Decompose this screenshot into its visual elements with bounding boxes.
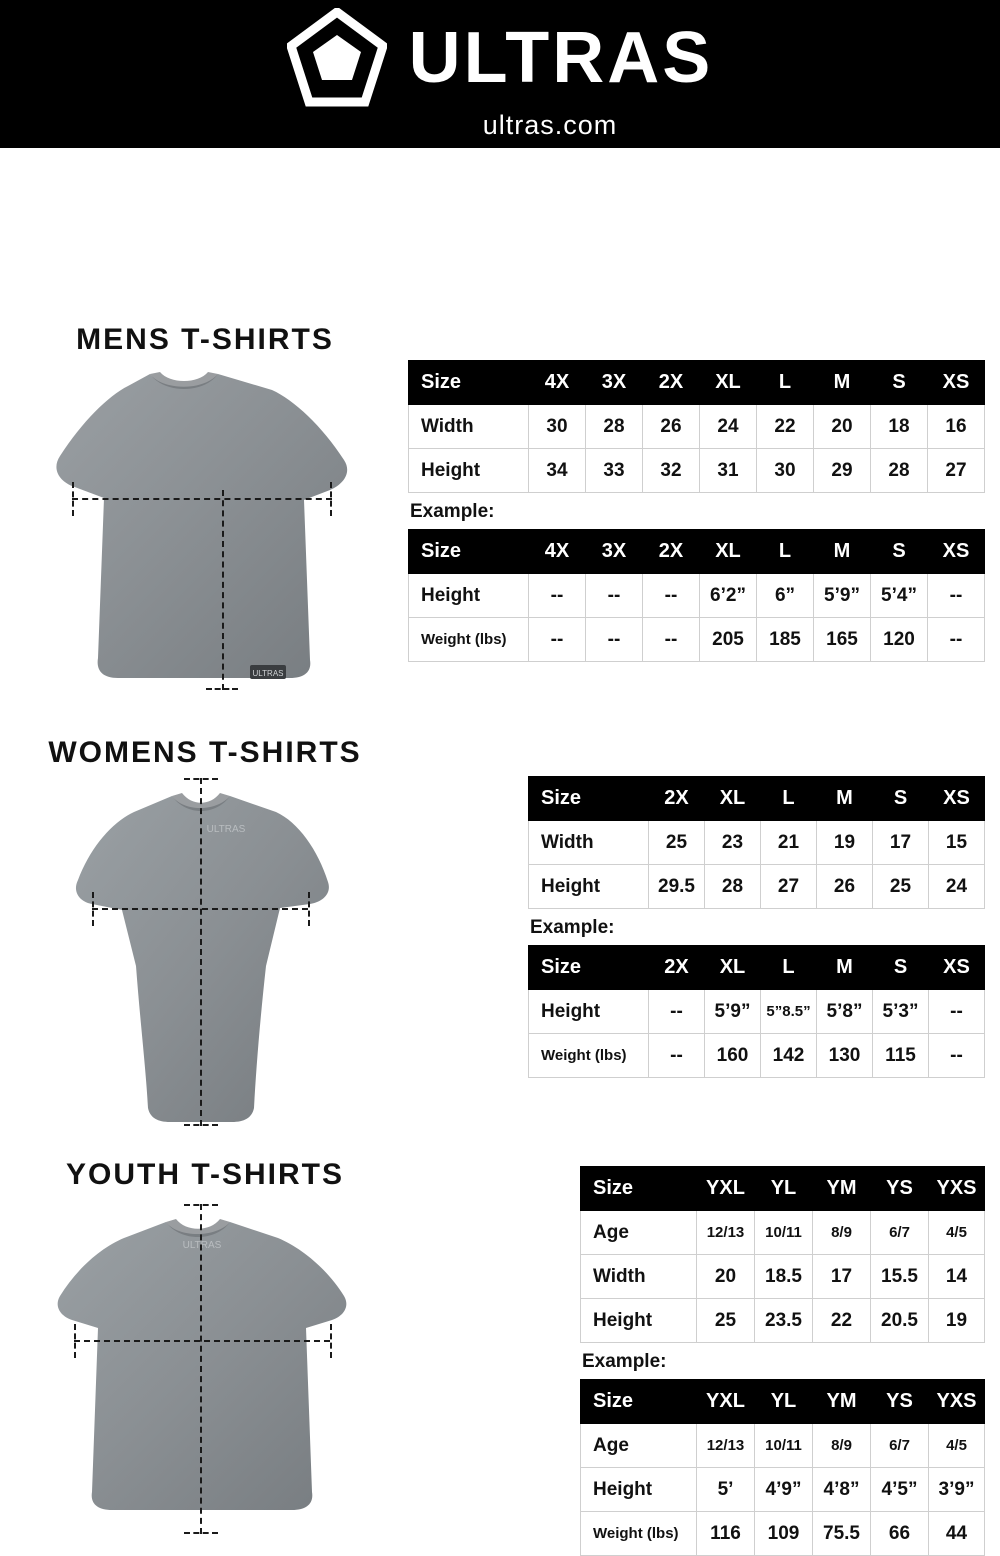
cell: 24: [929, 865, 985, 909]
cell: 28: [871, 449, 928, 493]
col-header: Size: [409, 530, 529, 574]
table-row: [529, 821, 985, 865]
cell: 8/9: [813, 1424, 871, 1468]
col-header: Size: [581, 1167, 697, 1211]
cell: 75.5: [813, 1512, 871, 1556]
cell: --: [529, 618, 586, 662]
cell: 4’5”: [871, 1468, 929, 1512]
cell: --: [586, 574, 643, 618]
cell: 4’9”: [755, 1468, 813, 1512]
col-header: XS: [928, 361, 985, 405]
col-header: YXL: [697, 1167, 755, 1211]
cell: 17: [873, 821, 929, 865]
table-header-row: [581, 1167, 985, 1211]
col-header: 2X: [649, 946, 705, 990]
cell: 25: [697, 1299, 755, 1343]
cell: --: [649, 1034, 705, 1078]
cell: 31: [700, 449, 757, 493]
height-guide-line: [200, 778, 202, 1126]
cell: 4/5: [929, 1211, 985, 1255]
col-header: XS: [928, 530, 985, 574]
brand-row: [287, 8, 714, 108]
col-header: S: [871, 361, 928, 405]
row-label: Height: [529, 990, 649, 1034]
height-guide-tick-bottom: [184, 1124, 218, 1126]
cell: 15.5: [871, 1255, 929, 1299]
cell: --: [586, 618, 643, 662]
womens-tshirt-illustration: [40, 770, 360, 1130]
cell: 6/7: [871, 1211, 929, 1255]
table-row: [581, 1299, 985, 1343]
cell: 12/13: [697, 1211, 755, 1255]
col-header: XL: [705, 777, 761, 821]
section-title-youth: YOUTH T-SHIRTS: [65, 1158, 344, 1191]
col-header: L: [757, 361, 814, 405]
height-guide-tick-bottom: [184, 1532, 218, 1534]
cell: 18.5: [755, 1255, 813, 1299]
cell: 32: [643, 449, 700, 493]
cell: 20: [697, 1255, 755, 1299]
cell: 22: [757, 405, 814, 449]
svg-text:ULTRAS: ULTRAS: [182, 1240, 222, 1251]
cell: 21: [761, 821, 817, 865]
cell: 5’8”: [817, 990, 873, 1034]
col-header: 4X: [529, 361, 586, 405]
cell: 185: [757, 618, 814, 662]
cell: 66: [871, 1512, 929, 1556]
cell: --: [643, 574, 700, 618]
col-header: L: [757, 530, 814, 574]
mens-size-table-wrap: [408, 360, 985, 662]
cell: 12/13: [697, 1424, 755, 1468]
cell: --: [928, 574, 985, 618]
col-header: M: [817, 777, 873, 821]
col-header: 2X: [649, 777, 705, 821]
cell: 115: [873, 1034, 929, 1078]
cell: 30: [529, 405, 586, 449]
col-header: 3X: [586, 361, 643, 405]
col-header: XL: [700, 361, 757, 405]
cell: --: [928, 618, 985, 662]
cell: 25: [873, 865, 929, 909]
cell: 15: [929, 821, 985, 865]
col-header: YS: [871, 1167, 929, 1211]
table-row: [581, 1512, 985, 1556]
col-header: Size: [529, 777, 649, 821]
example-label-youth: Example:: [582, 1351, 667, 1372]
col-header: YXS: [929, 1167, 985, 1211]
col-header: YS: [871, 1380, 929, 1424]
table-row: [409, 618, 985, 662]
womens-example-table: [528, 945, 985, 1078]
col-header: M: [817, 946, 873, 990]
cell: 5”8.5”: [761, 990, 817, 1034]
row-label: Height: [409, 574, 529, 618]
cell: 116: [697, 1512, 755, 1556]
col-header: 4X: [529, 530, 586, 574]
pentagon-logo-icon: [287, 8, 387, 108]
width-guide-tick-left: [92, 892, 94, 926]
col-header: S: [873, 777, 929, 821]
cell: 5’9”: [814, 574, 871, 618]
table-row: [409, 574, 985, 618]
cell: 33: [586, 449, 643, 493]
cell: 4/5: [929, 1424, 985, 1468]
table-row: [529, 990, 985, 1034]
cell: 19: [817, 821, 873, 865]
row-label: Width: [409, 405, 529, 449]
row-label: Height: [409, 449, 529, 493]
cell: 14: [929, 1255, 985, 1299]
section-title-mens: MENS T-SHIRTS: [76, 323, 334, 356]
cell: 20: [814, 405, 871, 449]
row-label: Weight (lbs): [581, 1512, 697, 1556]
height-guide-line: [200, 1204, 202, 1534]
col-header: XS: [929, 777, 985, 821]
row-label: Height: [581, 1299, 697, 1343]
cell: 30: [757, 449, 814, 493]
youth-size-table: [580, 1166, 985, 1343]
col-header: Size: [409, 361, 529, 405]
table-row: [529, 865, 985, 909]
table-header-row: [529, 777, 985, 821]
col-header: XS: [929, 946, 985, 990]
cell: --: [649, 990, 705, 1034]
width-guide-tick-right: [330, 1324, 332, 1358]
col-header: YL: [755, 1167, 813, 1211]
col-header: XL: [700, 530, 757, 574]
table-row: [409, 405, 985, 449]
col-header: 2X: [643, 530, 700, 574]
brand-url: ultras.com: [482, 109, 618, 140]
cell: 6”: [757, 574, 814, 618]
mens-example-table: [408, 529, 985, 662]
cell: 28: [705, 865, 761, 909]
table-header-row: [529, 946, 985, 990]
cell: 22: [813, 1299, 871, 1343]
height-guide-tick-top: [184, 1204, 218, 1206]
row-label: Age: [581, 1211, 697, 1255]
cell: 109: [755, 1512, 813, 1556]
example-label-mens: Example:: [410, 501, 495, 522]
row-label: Width: [581, 1255, 697, 1299]
row-label: Age: [581, 1424, 697, 1468]
cell: --: [929, 1034, 985, 1078]
row-label: Weight (lbs): [529, 1034, 649, 1078]
womens-size-table-wrap: [528, 776, 985, 1078]
col-header: S: [873, 946, 929, 990]
cell: 24: [700, 405, 757, 449]
col-header: 2X: [643, 361, 700, 405]
cell: 27: [761, 865, 817, 909]
width-guide-tick-right: [330, 482, 332, 516]
cell: 26: [643, 405, 700, 449]
cell: 120: [871, 618, 928, 662]
cell: 4’8”: [813, 1468, 871, 1512]
cell: 165: [814, 618, 871, 662]
table-row: [581, 1468, 985, 1512]
section-title-womens: WOMENS T-SHIRTS: [48, 736, 362, 769]
cell: 25: [649, 821, 705, 865]
cell: 6/7: [871, 1424, 929, 1468]
brand-name: ULTRAS: [408, 17, 714, 98]
width-guide-tick-right: [308, 892, 310, 926]
row-label: Weight (lbs): [409, 618, 529, 662]
height-guide-line: [222, 490, 224, 690]
cell: 160: [705, 1034, 761, 1078]
row-label: Height: [581, 1468, 697, 1512]
table-header-row: [409, 361, 985, 405]
cell: 17: [813, 1255, 871, 1299]
col-header: YXL: [697, 1380, 755, 1424]
table-header-row: [581, 1380, 985, 1424]
youth-tshirt-illustration: [30, 1192, 370, 1542]
youth-size-table-wrap: [580, 1166, 985, 1556]
cell: 6’2”: [700, 574, 757, 618]
table-row: [581, 1255, 985, 1299]
width-guide-tick-left: [74, 1324, 76, 1358]
cell: 26: [817, 865, 873, 909]
row-label: Height: [529, 865, 649, 909]
cell: 3’9”: [929, 1468, 985, 1512]
col-header: S: [871, 530, 928, 574]
cell: --: [929, 990, 985, 1034]
cell: 5’9”: [705, 990, 761, 1034]
col-header: YM: [813, 1380, 871, 1424]
cell: --: [643, 618, 700, 662]
cell: 23.5: [755, 1299, 813, 1343]
row-label: Width: [529, 821, 649, 865]
page-header: [0, 0, 1000, 148]
cell: 16: [928, 405, 985, 449]
height-guide-tick-top: [184, 778, 218, 780]
cell: 205: [700, 618, 757, 662]
col-header: M: [814, 530, 871, 574]
cell: 44: [929, 1512, 985, 1556]
table-header-row: [409, 530, 985, 574]
mens-tshirt-illustration: [22, 360, 372, 690]
cell: 10/11: [755, 1424, 813, 1468]
cell: 19: [929, 1299, 985, 1343]
height-guide-tick-bottom: [206, 688, 238, 690]
svg-text:ULTRAS: ULTRAS: [252, 669, 284, 678]
cell: 29: [814, 449, 871, 493]
col-header: Size: [581, 1380, 697, 1424]
cell: 34: [529, 449, 586, 493]
col-header: M: [814, 361, 871, 405]
table-row: [581, 1211, 985, 1255]
cell: 10/11: [755, 1211, 813, 1255]
width-guide-line: [74, 1340, 330, 1342]
cell: 130: [817, 1034, 873, 1078]
cell: 8/9: [813, 1211, 871, 1255]
cell: 18: [871, 405, 928, 449]
youth-example-table: [580, 1379, 985, 1556]
cell: 20.5: [871, 1299, 929, 1343]
width-guide-tick-left: [72, 482, 74, 516]
cell: 5’: [697, 1468, 755, 1512]
width-guide-line: [72, 498, 332, 500]
example-label-womens: Example:: [530, 917, 615, 938]
cell: 5’3”: [873, 990, 929, 1034]
col-header: XL: [705, 946, 761, 990]
col-header: Size: [529, 946, 649, 990]
col-header: 3X: [586, 530, 643, 574]
cell: 23: [705, 821, 761, 865]
cell: 5’4”: [871, 574, 928, 618]
col-header: YXS: [929, 1380, 985, 1424]
width-guide-line: [92, 908, 308, 910]
cell: 28: [586, 405, 643, 449]
mens-size-table: [408, 360, 985, 493]
cell: --: [529, 574, 586, 618]
table-row: [581, 1424, 985, 1468]
table-row: [529, 1034, 985, 1078]
cell: 29.5: [649, 865, 705, 909]
womens-size-table: [528, 776, 985, 909]
col-header: YM: [813, 1167, 871, 1211]
svg-text:ULTRAS: ULTRAS: [206, 824, 246, 835]
col-header: L: [761, 777, 817, 821]
col-header: YL: [755, 1380, 813, 1424]
table-row: [409, 449, 985, 493]
cell: 142: [761, 1034, 817, 1078]
cell: 27: [928, 449, 985, 493]
col-header: L: [761, 946, 817, 990]
